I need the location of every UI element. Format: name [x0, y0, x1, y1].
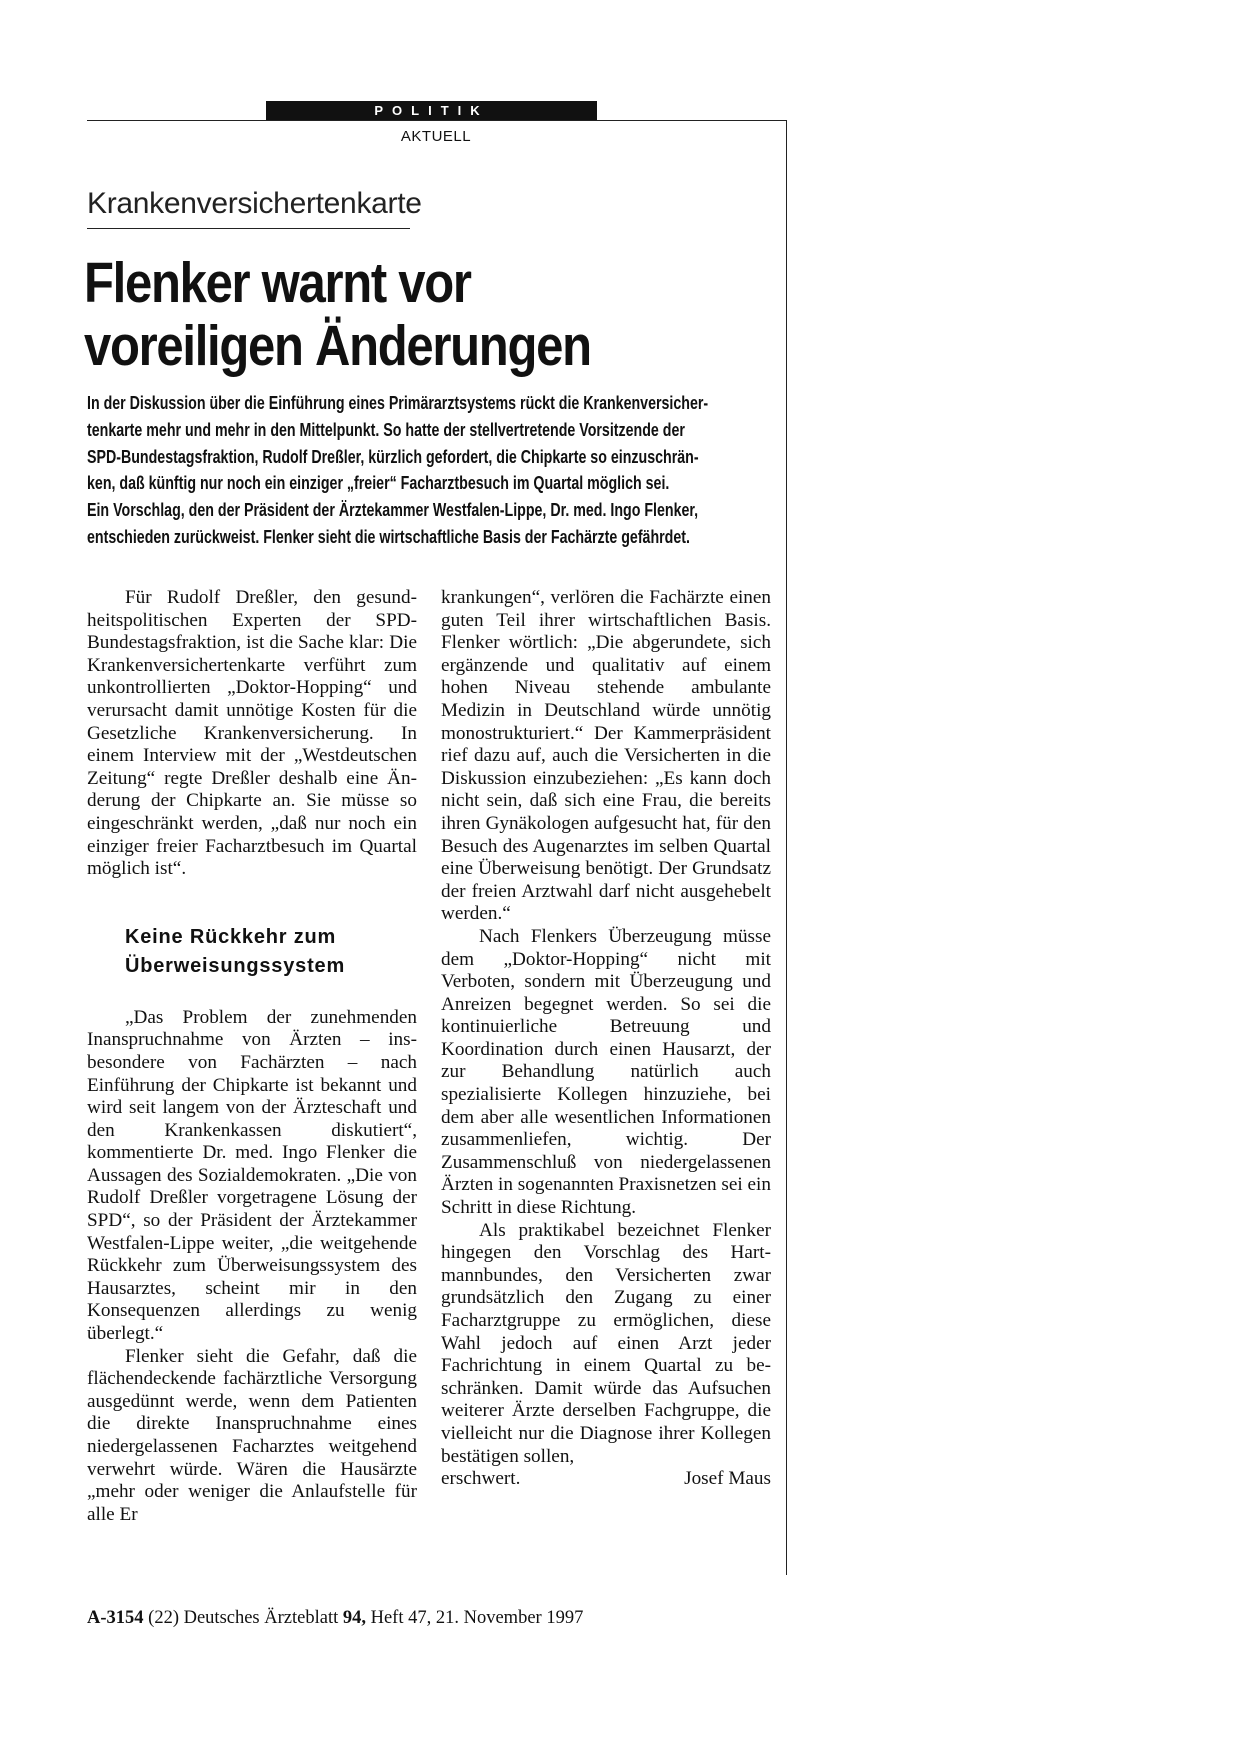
article-headline [84, 252, 784, 378]
issue-prefix: (22) Deutsches Ärzteblatt [148, 1608, 339, 1628]
volume-number: 94, [342, 1608, 366, 1628]
subheading-line: Keine Rückkehr zum [125, 925, 337, 948]
section-subrubric: AKTUELL [400, 128, 472, 145]
subheading-line: Überweisungssystem [125, 954, 346, 977]
headline-line: Flenker warnt vor [84, 251, 471, 315]
lead-line: tenkarte mehr und mehr in den Mittelpunkt. So hatte der stellvertretende Vorsitzende der [87, 419, 685, 440]
section-rubric: POLITIK [266, 101, 597, 121]
article-subheading [125, 923, 417, 981]
lead-line: entschieden zurückweist. Flenker sieht die wirtschaftliche Basis der Fachärzte gefährdet. [87, 526, 690, 547]
body-paragraph: Für Rudolf Dreßler, den gesundheitspolitischen Experten der SPD-Bundestagsfraktion, ist die Sache klar: Die Krankenversichertenkarte verführt zum unkontrollierten „Doktor-Hopping“ und verursacht damit unnötige Kosten für die Gesetzliche Krankenversicherung. In einem Interview mit der „Westdeutschen Zeitung“ regte Dreßler deshalb eine Änderung der Chipkarte an. Sie müsse so eingeschränkt werden, „daß nur noch ein einziger freier Facharztbesuch im Quartal möglich ist“. [87, 587, 417, 880]
header-rule [87, 120, 787, 121]
page-code: A-3154 [87, 1608, 144, 1628]
body-column-right [441, 587, 771, 1491]
lead-line: In der Diskussion über die Einführung eines Primärarztsystems rückt die Krankenversicher- [87, 393, 709, 413]
body-paragraph: Nach Flenkers Überzeugung müsse dem „Doktor-Hopping“ nicht mit Verboten, sondern mit Überzeugung und Anreizen begegnet werden. So sei die kontinuierliche Betreuung und Koordination durch einen Hausarzt, der zur Behandlung natürlich auch spezialisierte Kollegen hinzuziehe, bei dem aber alle wesentlichen Informationen zusammenliefen, wichtig. Der Zusammenschluß von niedergelassenen Ärzten in sogenannten Praxisnetzen sei ein Schritt in diese Richtung. [441, 925, 771, 1219]
kicker-underline [87, 228, 410, 229]
closing-word: erschwert. [441, 1468, 521, 1490]
body-paragraph: Als praktikabel bezeichnet Flenker hingegen den Vorschlag des Hartmannbundes, den Versicherten zwar grundsätzlich den Zugang zu einer Facharztgruppe zu ermöglichen, diese Wahl jedoch auf einen Arzt jeder Fachrichtung in einem Quartal zu beschränken. Damit würde das Aufsuchen weiterer Ärzte derselben Fachgruppe, die vielleicht nur die Diagnose ihrer Kollegen bestätigen sollen, [441, 1219, 771, 1467]
article-kicker: Krankenversichertenkarte [87, 187, 422, 220]
issue-date: Heft 47, 21. November 1997 [370, 1608, 584, 1628]
author-byline: Josef Maus [684, 1468, 771, 1490]
body-paragraph: Flenker sieht die Gefahr, daß die flächendeckende fachärztliche Versorgung ausgedünnt werde, wenn dem Patienten die direkte Inanspruchnahme eines niedergelassenen Facharztes weitgehend verwehrt würde. Wären die Hausärzte „mehr oder weniger die Anlaufstelle für alle Er [87, 1345, 417, 1525]
page-footer [87, 1608, 583, 1629]
lead-line: Ein Vorschlag, den der Präsident der Ärztekammer Westfalen-Lippe, Dr. med. Ingo Flenker, [87, 500, 699, 521]
body-column-left [87, 587, 417, 1526]
lead-line: SPD-Bundestagsfraktion, Rudolf Dreßler, kürzlich gefordert, die Chipkarte so einzuschrän- [87, 446, 699, 467]
body-paragraph: „Das Problem der zunehmenden Inanspruchnahme von Ärzten – insbesondere von Fachärzten – nach Einführung der Chipkarte ist bekannt und wird seit langem von der Ärzteschaft und den Krankenkassen diskutiert“, kommentierte Dr. med. Ingo Flenker die Aussagen des Sozialdemokraten. „Die von Rudolf Dreßler vorgetragene Lösung der SPD“, so der Präsident der Ärztekammer Westfalen-Lippe weiter, „die weitgehende Rückkehr zum Überweisungssystem des Hausarztes, scheint mir in den Konsequenzen allerdings zu wenig überlegt.“ [87, 1006, 417, 1345]
byline-row [441, 1468, 771, 1491]
column-rule [786, 120, 787, 1575]
article-lead [87, 390, 787, 551]
lead-line: ken, daß künftig nur noch ein einziger „freier“ Facharztbesuch im Quartal möglich sei. [87, 473, 670, 494]
body-paragraph: krankungen“, verlören die Fachärzte einen guten Teil ihrer wirtschaftlichen Basis. Flenker wörtlich: „Die abgerundete, sich ergänzende und qualitativ auf einem hohen Niveau stehende ambulante Medizin in Deutschland würde unnötig monostrukturiert.“ Der Kammerpräsident rief dazu auf, auch die Versicherten in die Diskussion einzubeziehen: „Es kann doch nicht sein, daß sich eine Frau, die bereits ihren Gynäkologen aufgesucht hat, für den Besuch des Augenarztes im selben Quartal eine Überweisung benötigt. Der Grundsatz der freien Arztwahl darf nicht ausgehebelt werden.“ [441, 587, 771, 925]
headline-line: voreiligen Änderungen [84, 314, 591, 378]
